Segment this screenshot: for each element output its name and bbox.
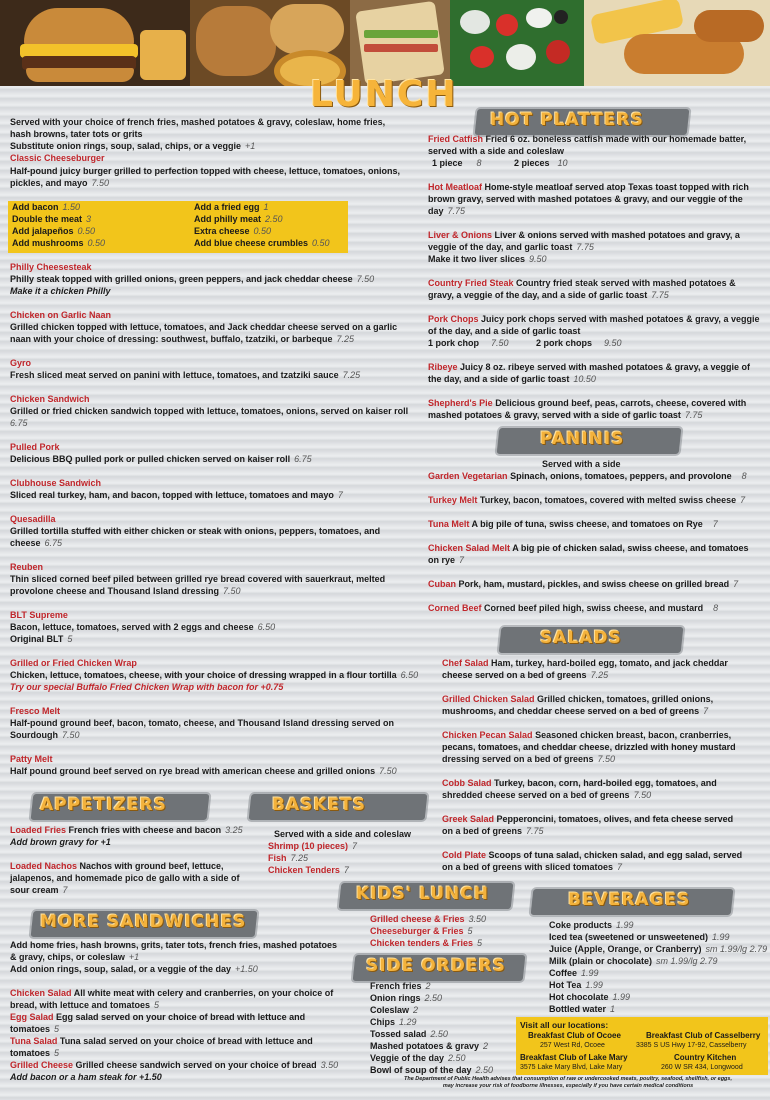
location-address: 260 W SR 434, Longwood <box>661 1064 743 1071</box>
more-sandwiches-title: MORE SANDWICHES <box>40 912 247 932</box>
gyro-desc: Fresh sliced meat served on panini with lettuce, tomatoes, and tzatziki sauce 7.25 <box>10 370 361 380</box>
country-fried-steak: Country Fried Steak Country fried steak served with mashed potatoes & <box>428 278 736 288</box>
original-blt: Original BLT 5 <box>10 634 73 644</box>
grilled-cheese-note: Add bacon or a ham steak for +1.50 <box>10 1072 162 1082</box>
beverage-item: Coffee 1.99 <box>549 968 599 978</box>
side-item: Chips 1.29 <box>370 1017 417 1027</box>
loaded-fries: Loaded Fries French fries with cheese and bacon 3.25 <box>10 825 243 835</box>
liver-onions-desc-2: veggie of the day, and garlic toast 7.75 <box>428 242 594 252</box>
cold-plate-desc-2: on a bed of greens with sliced tomatoes 7 <box>442 862 623 872</box>
more-sandwiches-intro-2: & gravy, chips, or coleslaw +1 <box>10 952 140 962</box>
kids-item: Chicken tenders & Fries 5 <box>370 938 483 948</box>
cold-plate: Cold Plate Scoops of tuna salad, chicken salad, and egg salad, served <box>442 850 743 860</box>
egg-salad-sandwich: Egg Salad Egg salad served on your choice of bread with lettuce and <box>10 1012 306 1022</box>
beverage-item: Milk (plain or chocolate) sm 1.99/lg 2.79 <box>549 956 718 966</box>
loaded-fries-note: Add brown gravy for +1 <box>10 837 111 847</box>
shepherds-pie: Shepherd's Pie Delicious ground beef, peas, carrots, cheese, covered with <box>428 398 747 408</box>
pork-chops: Pork Chops Juicy pork chops served with mashed potatoes & gravy, a veggie <box>428 314 760 324</box>
beverage-item: Juice (Apple, Orange, or Cranberry) sm 1.99/lg 2.79 <box>549 944 768 954</box>
more-sandwiches-intro-3: Add onion rings, soup, salad, or a veggie of the day +1.50 <box>10 964 258 974</box>
meatloaf-desc-3: day 7.75 <box>428 206 466 216</box>
greek-salad-desc-2: on a bed of greens 7.75 <box>442 826 544 836</box>
blt-supreme-name: BLT Supreme <box>10 610 68 620</box>
liver-onions: Liver & Onions Liver & onions served with mashed potatoes and gravy, a <box>428 230 740 240</box>
patty-melt-desc: Half pound ground beef served on rye bread with american cheese and grilled onions 7.50 <box>10 766 397 776</box>
wrap-note: Try our special Buffalo Fried Chicken Wrap with bacon for +0.75 <box>10 682 284 692</box>
location-address: 257 West Rd, Ocoee <box>540 1042 605 1049</box>
chicken-salad-sandwich-desc-2: bread, with lettuce and tomatoes 5 <box>10 1000 160 1010</box>
location-name: Breakfast Club of Ocoee <box>528 1031 621 1040</box>
side-item: Coleslaw 2 <box>370 1005 419 1015</box>
panini-item: Chicken Salad Melt A big pie of chicken salad, swiss cheese, and tomatoes <box>428 543 749 553</box>
chicken-pecan-salad-desc-2: pecans, tomatoes, and cheddar cheese, drizzled with honey mustard <box>442 742 736 752</box>
pulled-pork-desc: Delicious BBQ pulled pork or pulled chicken served on kaiser roll 6.75 <box>10 454 312 464</box>
beverage-item: Coke products 1.99 <box>549 920 634 930</box>
egg-salad-sandwich-desc-2: tomatoes 5 <box>10 1024 60 1034</box>
addon-item: Add blue cheese crumbles 0.50 <box>194 238 330 248</box>
quesadilla-desc-2: cheese 6.75 <box>10 538 63 548</box>
naan-name: Chicken on Garlic Naan <box>10 310 112 320</box>
side-item: French fries 2 <box>370 981 431 991</box>
beverage-item: Iced tea (sweetened or unsweetened) 1.99 <box>549 932 730 942</box>
side-item: Bowl of soup of the day 2.50 <box>370 1065 494 1075</box>
addon-item: Double the meat 3 <box>12 214 92 224</box>
reuben-name: Reuben <box>10 562 44 572</box>
grilled-chicken-salad-desc-2: mushrooms, and cheddar cheese served on a bed of greens 7 <box>442 706 709 716</box>
chicken-sandwich-price: 6.75 <box>10 418 28 428</box>
quesadilla-name: Quesadilla <box>10 514 56 524</box>
health-disclaimer: The Department of Public Health advises that consumption of raw or undercooked meats, poultry, seafood, shellfish, or eggs, may increase your risk of foodborne illnesses, especially if you have certain medical conditions <box>403 1076 733 1089</box>
clubhouse-name: Clubhouse Sandwich <box>10 478 102 488</box>
naan-desc-1: Grilled chicken topped with lettuce, tomatoes, and Jack cheddar cheese served on a garlic <box>10 322 398 332</box>
greek-salad: Greek Salad Pepperoncini, tomatoes, olives, and feta cheese served <box>442 814 734 824</box>
grilled-chicken-salad: Grilled Chicken Salad Grilled chicken, tomatoes, grilled onions, <box>442 694 714 704</box>
loaded-nachos-desc-3: sour cream 7 <box>10 885 68 895</box>
basket-item: Chicken Tenders 7 <box>268 865 349 875</box>
chicken-tenders-photo <box>584 0 770 86</box>
ribeye-desc-2: the day, and a side of garlic toast 10.50 <box>428 374 596 384</box>
hot-platters-title: HOT PLATTERS <box>490 110 644 130</box>
pork-chops-desc-2: of the day, and a side of garlic toast <box>428 326 581 336</box>
paninis-subtitle: Served with a side <box>542 459 621 469</box>
catfish-option-1: 1 piece 8 <box>432 158 482 168</box>
greek-salad-photo <box>450 0 584 86</box>
salads-title: SALADS <box>540 628 622 648</box>
shepherds-pie-desc-2: mashed potatoes & gravy, served with a side of garlic toast 7.75 <box>428 410 703 420</box>
chicken-sandwich-name: Chicken Sandwich <box>10 394 90 404</box>
basket-item: Shrimp (10 pieces) 7 <box>268 841 358 851</box>
locations-heading: Visit all our locations: <box>520 1020 609 1030</box>
pork-chops-option-2: 2 pork chops 9.50 <box>536 338 622 348</box>
beverages-title: BEVERAGES <box>568 890 691 910</box>
loaded-nachos: Loaded Nachos Nachos with ground beef, lettuce, <box>10 861 224 871</box>
side-orders-title: SIDE ORDERS <box>366 956 506 976</box>
side-item: Onion rings 2.50 <box>370 993 443 1003</box>
panini-item: Turkey Melt Turkey, bacon, tomatoes, covered with melted swiss cheese 7 <box>428 495 746 505</box>
locations-box <box>516 1017 768 1075</box>
location-name: Country Kitchen <box>674 1053 737 1062</box>
burger-photo <box>0 0 190 86</box>
baskets-title: BASKETS <box>272 795 366 815</box>
more-sandwiches-intro-1: Add home fries, hash browns, grits, tater tots, french fries, mashed potatoes <box>10 940 338 950</box>
catfish-option-2: 2 pieces 10 <box>514 158 568 168</box>
beverage-item: Hot chocolate 1.99 <box>549 992 631 1002</box>
country-fried-steak-desc-2: gravy, a veggie of the day, and a side of garlic toast 7.75 <box>428 290 669 300</box>
chef-salad-desc-2: cheese served on a bed of greens 7.25 <box>442 670 609 680</box>
chicken-pecan-salad-desc-3: dressing served on a bed of greens 7.50 <box>442 754 616 764</box>
chicken-pecan-salad: Chicken Pecan Salad Seasoned chicken breast, bacon, cranberries, <box>442 730 732 740</box>
kids-item: Grilled cheese & Fries 3.50 <box>370 914 487 924</box>
beverage-item: Hot Tea 1.99 <box>549 980 603 990</box>
meatloaf-desc-2: brown gravy, served with mashed potatoes & gravy, and our veggie of the <box>428 194 743 204</box>
gyro-name: Gyro <box>10 358 32 368</box>
tuna-salad-sandwich-desc-2: tomatoes 5 <box>10 1048 60 1058</box>
philly-desc: Philly steak topped with grilled onions, green peppers, and jack cheddar cheese 7.50 <box>10 274 375 284</box>
fresco-desc-2: Sourdough 7.50 <box>10 730 80 740</box>
lunch-intro-line-1: Served with your choice of french fries, mashed potatoes & gravy, coleslaw, home fries, <box>10 117 386 127</box>
lunch-intro-line-3: Substitute onion rings, soup, salad, chips, or a veggie +1 <box>10 141 256 151</box>
tuna-salad-sandwich: Tuna Salad Tuna salad served on your choice of bread with lettuce and <box>10 1036 313 1046</box>
naan-desc-2: naan with your choice of dressing: southwest, buffalo, tzatziki, or barbeque 7.25 <box>10 334 355 344</box>
addon-item: Add mushrooms 0.50 <box>12 238 106 248</box>
fresco-desc-1: Half-pound ground beef, bacon, tomato, cheese, and Thousand Island dressing served on <box>10 718 395 728</box>
lunch-title: LUNCH <box>310 74 458 115</box>
panini-item: Garden Vegetarian Spinach, onions, tomatoes, peppers, and provolone 8 <box>428 471 747 481</box>
clubhouse-desc: Sliced real turkey, ham, and bacon, topped with lettuce, tomatoes and mayo 7 <box>10 490 343 500</box>
wrap-desc: Chicken, lettuce, tomatoes, cheese, with your choice of dressing wrapped in a flour tortilla 6.50 <box>10 670 419 680</box>
panini-item: Cuban Pork, ham, mustard, pickles, and swiss cheese on grilled bread 7 <box>428 579 739 589</box>
panini-item: Tuna Melt A big pile of tuna, swiss cheese, and tomatoes on Rye 7 <box>428 519 718 529</box>
lunch-intro-line-2: hash browns, tater tots or grits <box>10 129 143 139</box>
catfish: Fried Catfish Fried 6 oz. boneless catfish made with our homemade batter, <box>428 134 747 144</box>
kids-lunch-title: KIDS' LUNCH <box>356 884 489 904</box>
beverage-item: Bottled water 1 <box>549 1004 616 1014</box>
cobb-salad-desc-2: shredded cheese served on a bed of greens 7.50 <box>442 790 652 800</box>
chicken-sandwich-desc: Grilled or fried chicken sandwich topped with lettuce, tomatoes, onions, served on kaiser roll <box>10 406 409 416</box>
location-name: Breakfast Club of Casselberry <box>646 1031 761 1040</box>
panini-item: Corned Beef Corned beef piled high, swiss cheese, and mustard 8 <box>428 603 719 613</box>
meatloaf: Hot Meatloaf Home-style meatloaf served atop Texas toast topped with rich <box>428 182 749 192</box>
liver-onions-note: Make it two liver slices 9.50 <box>428 254 547 264</box>
side-item: Mashed potatoes & gravy 2 <box>370 1041 489 1051</box>
classic-cheeseburger-name: Classic Cheeseburger <box>10 153 105 163</box>
appetizers-title: APPETIZERS <box>40 795 167 815</box>
cobb-salad: Cobb Salad Turkey, bacon, corn, hard-boiled egg, tomatoes, and <box>442 778 717 788</box>
fresco-name: Fresco Melt <box>10 706 61 716</box>
location-name: Breakfast Club of Lake Mary <box>520 1053 628 1062</box>
panini-item-desc-2: on rye 7 <box>428 555 465 565</box>
addon-item: Add a fried egg 1 <box>194 202 269 212</box>
loaded-nachos-desc-2: jalapenos, and homemade pico de gallo with a side of <box>10 873 240 883</box>
addon-item: Add jalapeños 0.50 <box>12 226 96 236</box>
side-item: Veggie of the day 2.50 <box>370 1053 466 1063</box>
philly-note: Make it a chicken Philly <box>10 286 111 296</box>
pulled-pork-name: Pulled Pork <box>10 442 60 452</box>
chef-salad: Chef Salad Ham, turkey, hard-boiled egg, tomato, and jack cheddar <box>442 658 728 668</box>
classic-cheeseburger-desc-2: pickles, and mayo 7.50 <box>10 178 110 188</box>
burger-addons-box <box>8 201 348 253</box>
ribeye: Ribeye Juicy 8 oz. ribeye served with mashed potatoes & gravy, a veggie of <box>428 362 750 372</box>
location-address: 3385 S US Hwy 17-92, Casselberry <box>636 1042 747 1049</box>
side-item: Tossed salad 2.50 <box>370 1029 448 1039</box>
baskets-subtitle: Served with a side and coleslaw <box>274 829 412 839</box>
catfish-desc-2: served with a side and coleslaw <box>428 146 565 156</box>
basket-item: Fish 7.25 <box>268 853 309 863</box>
location-address: 3575 Lake Mary Blvd, Lake Mary <box>520 1064 623 1071</box>
blt-supreme-desc: Bacon, lettuce, tomatoes, served with 2 eggs and cheese 6.50 <box>10 622 276 632</box>
pork-chops-option-1: 1 pork chop 7.50 <box>428 338 509 348</box>
kids-item: Cheeseburger & Fries 5 <box>370 926 473 936</box>
philly-name: Philly Cheesesteak <box>10 262 92 272</box>
grilled-cheese-sandwich: Grilled Cheese Grilled cheese sandwich served on your choice of bread 3.50 <box>10 1060 339 1070</box>
reuben-desc-1: Thin sliced corned beef piled between grilled rye bread covered with sauerkraut, melted <box>10 574 386 584</box>
addon-item: Extra cheese 0.50 <box>194 226 272 236</box>
wrap-name: Grilled or Fried Chicken Wrap <box>10 658 137 668</box>
paninis-title: PANINIS <box>540 429 625 449</box>
reuben-desc-2: provolone cheese and Thousand Island dressing 7.50 <box>10 586 241 596</box>
chicken-salad-sandwich: Chicken Salad All white meat with celery and cranberries, on your choice of <box>10 988 334 998</box>
addon-item: Add philly meat 2.50 <box>194 214 283 224</box>
addon-item: Add bacon 1.50 <box>12 202 81 212</box>
patty-melt-name: Patty Melt <box>10 754 53 764</box>
quesadilla-desc-1: Grilled tortilla stuffed with either chicken or steak with onions, peppers, tomatoes, and <box>10 526 381 536</box>
classic-cheeseburger-desc-1: Half-pound juicy burger grilled to perfection topped with cheese, lettuce, tomatoes, onions, <box>10 166 401 176</box>
